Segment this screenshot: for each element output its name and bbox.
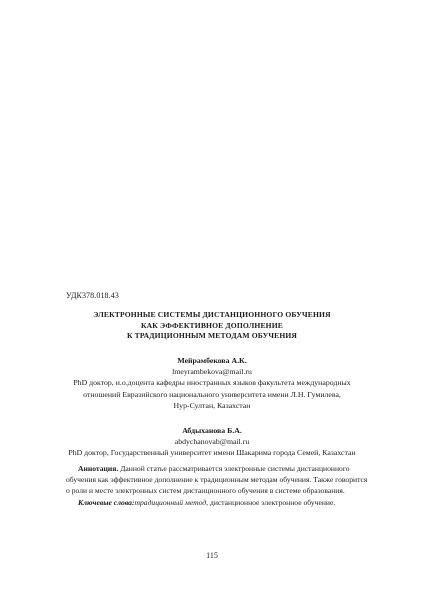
author-email: lmeyrambekova@mail.ru	[172, 367, 252, 377]
keywords-line: Ключевые слова:традиционный метод, дистанционное электронное обучение.	[78, 497, 336, 507]
keywords-label: Ключевые слова:	[78, 497, 135, 507]
author-block-1	[40, 355, 384, 411]
abstract-line: о роли и месте электронных систем дистанционного обучения в системе образования.	[66, 486, 345, 496]
title-line-1: ЭЛЕКТРОННЫЕ СИСТЕМЫ ДИСТАНЦИОННОГО ОБУЧЕНИЯ	[93, 310, 331, 319]
udk-code: УДК378.018.43	[66, 291, 119, 300]
author-affiliation-line: Нур-Султан, Казахстан	[173, 400, 251, 410]
title-line-3: К ТРАДИЦИОННЫМ МЕТОДАМ ОБУЧЕНИЯ	[126, 331, 298, 340]
author-affiliation-line: PhD доктор, и.о.доцента кафедры иностранных языков факультета международных	[73, 378, 351, 388]
abstract-line: Аннотация. Данной статье рассматривается электронные системы дистанционного	[78, 464, 350, 473]
article-title	[50, 310, 374, 342]
author-affiliation-line: отношений Евразийского национального университета имени Л.Н. Гумилева,	[83, 389, 341, 399]
abstract-line: обучения как эффективное дополнение к традиционным методам обучения. Также говорится	[66, 475, 368, 485]
author-affiliation-line: PhD доктор, Государственный университет имени Шакарима города Семей, Казахстан	[68, 448, 356, 458]
abstract-section	[66, 463, 368, 508]
author-email: abdychanovab@mail.ru	[174, 437, 250, 447]
author-name: Мейрамбекова А.К.	[177, 356, 247, 365]
title-line-2: КАК ЭФФЕКТИВНОЕ ДОПОЛНЕНИЕ	[141, 320, 283, 330]
page-number: 115	[206, 551, 218, 560]
author-block-2	[40, 425, 384, 459]
author-name: Абдыханова Б.А.	[182, 426, 242, 435]
abstract-label: Аннотация.	[78, 464, 119, 473]
